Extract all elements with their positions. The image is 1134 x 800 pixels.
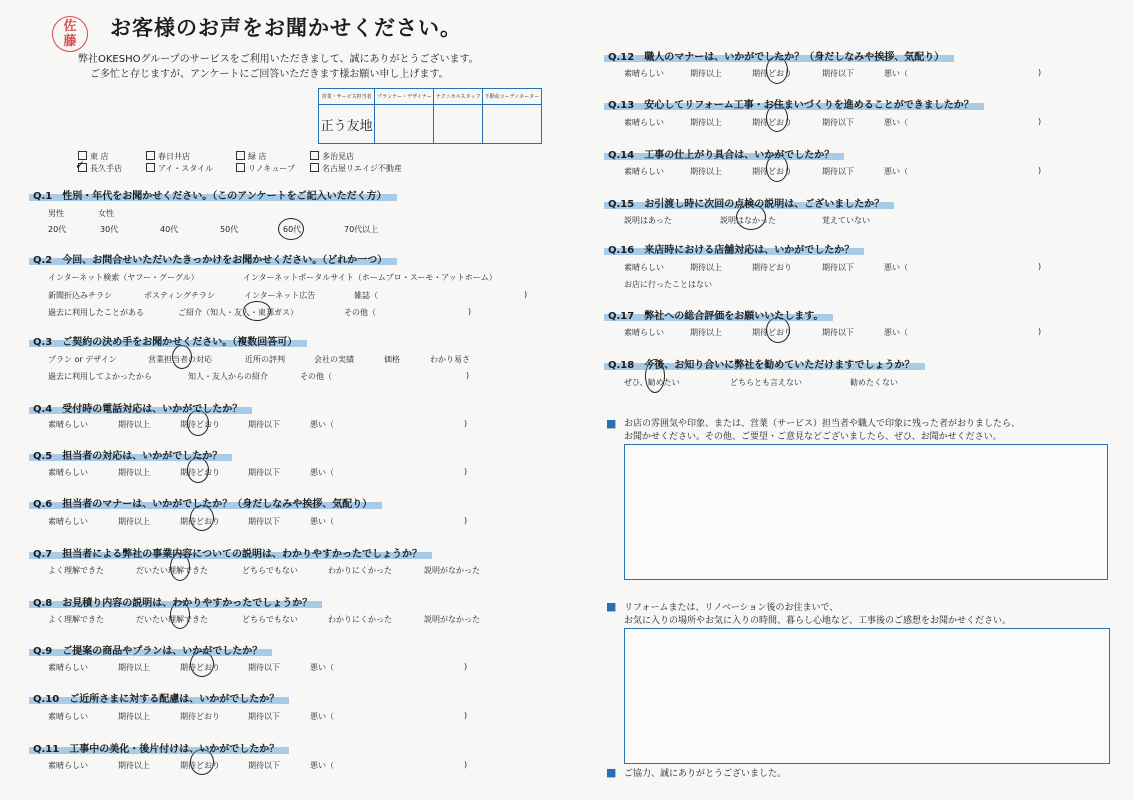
option[interactable]: 期待以上 <box>690 328 722 337</box>
option[interactable]: 悪い（ <box>884 263 908 272</box>
option[interactable]: 悪い（ <box>310 663 334 672</box>
option[interactable]: 期待以下 <box>822 263 854 272</box>
question-q8: Q.8 お見積り内容の説明は、わかりやすかったでしょうか？ <box>33 594 312 609</box>
section2-prompt-line2: お気に入りの場所やお気に入りの時間、暮らし心地など、工事後のご感想をお聞かせください。 <box>624 616 1012 626</box>
footer-thanks: ご協力、誠にありがとうございました。 <box>624 769 787 779</box>
option[interactable]: インターネットポータルサイト（ホームプロ・スーモ・アットホーム） <box>243 273 497 282</box>
checkbox-square[interactable] <box>310 151 319 160</box>
option[interactable]: 新聞折込みチラシ <box>48 291 112 300</box>
paren-close: ) <box>468 307 472 316</box>
option[interactable]: 女性 <box>98 209 114 218</box>
option[interactable]: 素晴らしい <box>48 712 88 721</box>
option[interactable]: 期待どおり <box>180 712 220 721</box>
staff-value-planner <box>375 105 434 144</box>
option-selected[interactable]: 期待どおり <box>180 761 220 770</box>
section1-prompt-line1: お店の雰囲気や印象、または、営業（サービス）担当者や職人で印象に残った者がおりましたら、 <box>624 419 1021 429</box>
paren-close: ) <box>464 467 468 476</box>
question-q1: Q.1 性別・年代をお聞かせください。（このアンケートをご記入いただく方） <box>33 187 387 202</box>
option[interactable]: 会社の実績 <box>314 355 354 364</box>
option[interactable]: 期待以下 <box>248 468 280 477</box>
page-title: お客様のお声をお聞かせください。 <box>110 16 462 40</box>
answer-circle <box>278 218 304 240</box>
store-label: 春日井店 <box>158 152 190 161</box>
option[interactable]: 過去に利用してよかったから <box>48 372 152 381</box>
option[interactable]: 悪い（ <box>884 167 908 176</box>
option-selected[interactable]: 期待どおり <box>752 118 792 127</box>
option[interactable]: 期待以下 <box>248 420 280 429</box>
option[interactable]: ポスティングチラシ <box>144 291 216 300</box>
option[interactable]: 素晴らしい <box>624 167 664 176</box>
option[interactable]: 説明がなかった <box>424 566 480 575</box>
paren-close: ) <box>1038 68 1042 77</box>
option[interactable]: その他（ <box>300 372 332 381</box>
paren-close: ) <box>464 711 468 720</box>
option[interactable]: 期待以上 <box>690 263 722 272</box>
store-label: アイ・スタイル <box>158 164 214 173</box>
option[interactable]: よく理解できた <box>48 566 104 575</box>
option[interactable]: 期待以上 <box>118 420 150 429</box>
checkbox-square[interactable] <box>146 163 155 172</box>
store-label: 東 店 <box>90 152 109 161</box>
section-square-icon: ■ <box>606 417 617 430</box>
stamp-text: 佐藤 <box>63 19 77 49</box>
store-label: 緑 店 <box>248 152 267 161</box>
intro-line-2: ご多忙と存じますが、アンケートにご回答いただきます様お願い申し上げます。 <box>90 69 449 80</box>
option-selected[interactable]: 期待どおり <box>752 328 792 337</box>
answer-circle <box>243 301 271 321</box>
option-selected[interactable]: 期待どおり <box>752 167 792 176</box>
store-label: 多治見店 <box>322 152 354 161</box>
option[interactable]: 悪い（ <box>310 420 334 429</box>
option-selected[interactable]: だいたい理解できた <box>136 566 208 575</box>
option[interactable]: 素晴らしい <box>48 517 88 526</box>
store-checkbox-renocube[interactable] <box>236 163 295 174</box>
paren-close: ) <box>1038 166 1042 175</box>
paren-close: ) <box>1038 262 1042 271</box>
question-q6: Q.6 担当者のマナーは、いかがでしたか？（身だしなみや挨拶、気配り） <box>33 495 372 510</box>
staff-header-sales: 営業・サービス担当者 <box>319 89 375 105</box>
paren-close: ) <box>464 516 468 525</box>
option[interactable]: 知人・友人からの紹介 <box>188 372 268 381</box>
question-q14: Q.14 工事の仕上がり具合は、いかがでしたか？ <box>608 146 834 161</box>
option[interactable]: 期待以上 <box>118 663 150 672</box>
store-label: リノキューブ <box>248 164 295 173</box>
option[interactable]: 30代 <box>100 225 119 234</box>
option-selected[interactable]: ぜひ、勧めたい <box>624 378 680 387</box>
option[interactable]: わかりにくかった <box>328 615 392 624</box>
store-checkbox-kasugai[interactable] <box>146 151 190 162</box>
store-label: 名古屋リエイジ不動産 <box>322 164 402 173</box>
option-selected[interactable]: 期待どおり <box>180 468 220 477</box>
checkbox-square[interactable] <box>310 163 319 172</box>
option[interactable]: 素晴らしい <box>624 328 664 337</box>
option[interactable]: 期待以上 <box>118 712 150 721</box>
option-selected[interactable]: 営業担当者の対応 <box>148 355 212 364</box>
question-q12: Q.12 職人のマナーは、いかがでしたか？（身だしなみや挨拶、気配り） <box>608 48 944 63</box>
option[interactable]: 素晴らしい <box>624 263 664 272</box>
option[interactable]: 期待以上 <box>118 468 150 477</box>
option[interactable]: 50代 <box>220 225 239 234</box>
option[interactable]: 期待以上 <box>690 118 722 127</box>
paren-close: ) <box>466 371 470 380</box>
option-selected[interactable]: だいたい理解できた <box>136 615 208 624</box>
option[interactable]: 悪い（ <box>310 468 334 477</box>
option[interactable]: 悪い（ <box>310 761 334 770</box>
option[interactable]: プラン or デザイン <box>48 355 117 364</box>
question-q4: Q.4 受付時の電話対応は、いかがでしたか？ <box>33 400 242 415</box>
option[interactable]: 素晴らしい <box>624 69 664 78</box>
option[interactable]: 悪い（ <box>310 517 334 526</box>
option[interactable]: 過去に利用したことがある <box>48 308 144 317</box>
section2-prompt-line1: リフォームまたは、リノベーション後のお住まいで、 <box>624 603 839 613</box>
option[interactable]: 期待以上 <box>690 167 722 176</box>
option[interactable]: どちらでもない <box>242 615 298 624</box>
option[interactable]: 悪い（ <box>310 712 334 721</box>
staff-header-technical: テクニカルスタッフ <box>434 89 482 105</box>
option[interactable]: 勧めたくない <box>850 378 898 387</box>
option[interactable]: 悪い（ <box>884 328 908 337</box>
option[interactable]: 期待以下 <box>822 69 854 78</box>
option[interactable]: わかりにくかった <box>328 566 392 575</box>
answer-circle <box>172 345 192 369</box>
option[interactable]: どちらとも言えない <box>730 378 802 387</box>
option[interactable]: 期待以下 <box>248 663 280 672</box>
section2-answer-box[interactable] <box>624 628 1110 764</box>
section-square-icon: ■ <box>606 766 617 779</box>
option-selected[interactable]: インターネット広告 <box>244 291 316 300</box>
option[interactable]: わかり易さ <box>430 355 470 364</box>
section1-prompt-line2: お聞かせください。その他、ご要望・ご意見などございましたら、ぜひ、お聞かせください。 <box>624 432 1002 442</box>
section-square-icon: ■ <box>606 600 617 613</box>
option[interactable]: 素晴らしい <box>48 663 88 672</box>
option[interactable]: 素晴らしい <box>48 761 88 770</box>
option[interactable]: 期待以上 <box>118 517 150 526</box>
option[interactable]: よく理解できた <box>48 615 104 624</box>
staff-header-realestate: 不動産コーディネーター <box>482 89 541 105</box>
option[interactable]: ご紹介（知人・友人・東邦ガス） <box>178 308 298 317</box>
question-q3: Q.3 ご契約の決め手をお聞かせください。（複数回答可） <box>33 333 297 348</box>
option[interactable]: インターネット検索（ヤフー・グーグル） <box>48 273 199 282</box>
question-q15: Q.15 お引渡し時に次回の点検の説明は、ございましたか？ <box>608 195 884 210</box>
checkbox-square[interactable] <box>146 151 155 160</box>
question-q2: Q.2 今回、お問合せいただいたきっかけをお聞かせください。（どれか一つ） <box>33 251 387 266</box>
option[interactable]: 説明はあった <box>624 216 672 225</box>
store-checkbox-nagoya-reage[interactable] <box>310 163 402 174</box>
checkmark-icon: ✓ <box>75 158 86 172</box>
option[interactable]: 素晴らしい <box>48 468 88 477</box>
option[interactable]: その他（ <box>344 308 376 317</box>
option[interactable]: 期待以下 <box>822 328 854 337</box>
paren-close: ) <box>464 419 468 428</box>
question-q5: Q.5 担当者の対応は、いかがでしたか？ <box>33 447 222 462</box>
option-selected[interactable]: 60代 <box>283 225 302 234</box>
staff-value-sales: 正う友地 <box>319 105 375 144</box>
option[interactable]: 20代 <box>48 225 67 234</box>
question-q10: Q.10 ご近所さまに対する配慮は、いかがでしたか？ <box>33 690 279 705</box>
hanko-stamp <box>52 16 88 52</box>
option[interactable]: 期待以下 <box>248 761 280 770</box>
option[interactable]: 期待以下 <box>822 167 854 176</box>
staff-header-planner: プランナー・デザイナー <box>375 89 434 105</box>
store-checkbox-midori[interactable] <box>236 151 267 162</box>
option-selected[interactable]: 期待どおり <box>180 420 220 429</box>
staff-table <box>318 88 542 144</box>
paren-close: ) <box>524 290 528 299</box>
store-checkbox-istyle[interactable] <box>146 163 213 174</box>
option-selected[interactable]: 期待どおり <box>180 663 220 672</box>
option-selected[interactable]: 説明はなかった <box>720 216 776 225</box>
option[interactable]: 期待以下 <box>248 712 280 721</box>
question-q16: Q.16 来店時における店舗対応は、いかがでしたか？ <box>608 241 854 256</box>
store-checkbox-tajimi[interactable] <box>310 151 354 162</box>
option[interactable]: 悪い（ <box>884 69 908 78</box>
question-q11: Q.11 工事中の美化・後片付けは、いかがでしたか？ <box>33 740 279 755</box>
staff-value-realestate <box>482 105 541 144</box>
question-q7: Q.7 担当者による弊社の事業内容についての説明は、わかりやすかったでしょうか？ <box>33 545 422 560</box>
option[interactable]: 男性 <box>48 209 64 218</box>
question-q13: Q.13 安心してリフォーム工事・お住まいづくりを進めることができましたか？ <box>608 96 974 111</box>
option[interactable]: 価格 <box>384 355 400 364</box>
option[interactable]: 素晴らしい <box>48 420 88 429</box>
option[interactable]: 近所の評判 <box>245 355 285 364</box>
option[interactable]: 期待どおり <box>752 263 792 272</box>
option[interactable]: 覚えていない <box>822 216 870 225</box>
option[interactable]: 期待以上 <box>690 69 722 78</box>
option[interactable]: 悪い（ <box>884 118 908 127</box>
option[interactable]: 素晴らしい <box>624 118 664 127</box>
paren-close: ) <box>1038 117 1042 126</box>
staff-value-technical <box>434 105 482 144</box>
option[interactable]: 期待以上 <box>118 761 150 770</box>
option-selected[interactable]: 期待どおり <box>752 69 792 78</box>
checkbox-square[interactable] <box>236 163 245 172</box>
store-label: 長久手店 <box>90 164 122 173</box>
option[interactable]: 雑誌（ <box>354 291 378 300</box>
option-selected[interactable]: 期待どおり <box>180 517 220 526</box>
option[interactable]: 70代以上 <box>344 225 379 234</box>
option[interactable]: 40代 <box>160 225 179 234</box>
option[interactable]: どちらでもない <box>242 566 298 575</box>
option[interactable]: 説明がなかった <box>424 615 480 624</box>
question-q18: Q.18 今後、お知り合いに弊社を勧めていただけますでしょうか？ <box>608 356 915 371</box>
paren-close: ) <box>464 760 468 769</box>
checkbox-square[interactable] <box>236 151 245 160</box>
option[interactable]: 期待以下 <box>248 517 280 526</box>
option[interactable]: 期待以下 <box>822 118 854 127</box>
paren-close: ) <box>1038 327 1042 336</box>
question-q17: Q.17 弊社への総合評価をお願いいたします。 <box>608 307 823 322</box>
option[interactable]: お店に行ったことはない <box>624 280 712 289</box>
section1-answer-box[interactable] <box>624 444 1108 580</box>
intro-line-1: 弊社OKESHOグループのサービスをご利用いただきまして、誠にありがとうございます。 <box>78 54 479 65</box>
paren-close: ) <box>464 662 468 671</box>
question-q9: Q.9 ご提案の商品やプランは、いかがでしたか？ <box>33 642 262 657</box>
